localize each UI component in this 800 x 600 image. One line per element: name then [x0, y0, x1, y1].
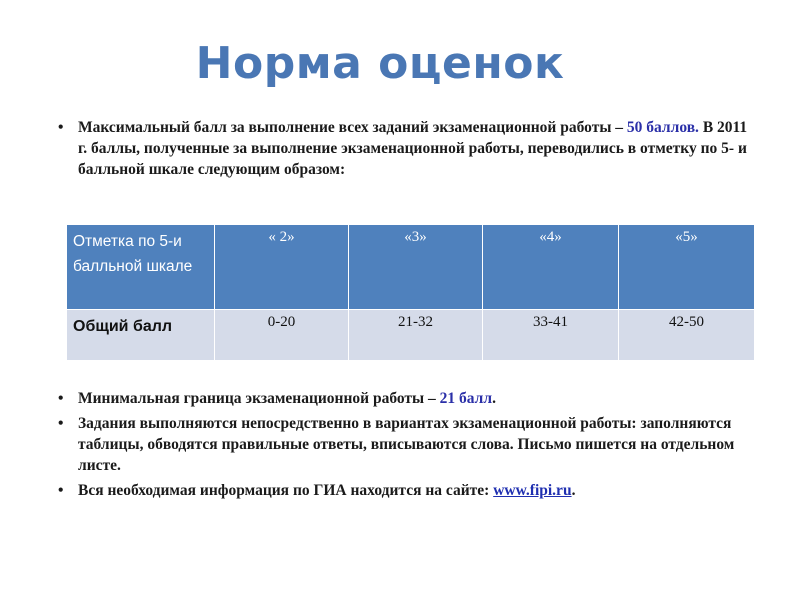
- header-label-cell: Отметка по 5-и балльной шкале: [67, 225, 215, 310]
- table-row: [67, 310, 755, 361]
- intro-text-before: Максимальный балл за выполнение всех заданий экзаменационной работы –: [78, 119, 627, 136]
- tasks-text: Задания выполняются непосредственно в вариантах экзаменационной работы: заполняются таблицы, обводятся правильные ответы, вписываются слова. Письмо пишется на отдельном листе.: [78, 415, 735, 474]
- bullet-icon: •: [58, 415, 64, 432]
- min-text-before: Минимальная граница экзаменационной работы –: [78, 390, 440, 407]
- range-4-cell: 33-41: [483, 310, 619, 361]
- intro-list: [58, 117, 758, 180]
- range-5-cell: 42-50: [619, 310, 755, 361]
- bullet-icon: •: [58, 482, 64, 499]
- site-text-after: .: [571, 482, 576, 499]
- slide-title: Норма оценок: [195, 38, 565, 89]
- table-header-row: [67, 225, 755, 310]
- site-text-before: Вся необходимая информация по ГИА находится на сайте:: [78, 482, 494, 499]
- grade-4-cell: «4»: [483, 225, 619, 310]
- row-label-cell: Общий балл: [67, 310, 215, 361]
- intro-bullet: [58, 117, 758, 180]
- list-item: [58, 413, 758, 476]
- bullet-icon: •: [58, 119, 64, 136]
- bullet-icon: •: [58, 390, 64, 407]
- list-item: [58, 388, 758, 409]
- fipi-link[interactable]: www.fipi.ru: [493, 482, 572, 499]
- grade-3-cell: «3»: [349, 225, 483, 310]
- intro-max-score: 50 баллов.: [626, 119, 699, 136]
- grade-2-cell: « 2»: [215, 225, 349, 310]
- min-score: 21 балл: [439, 390, 493, 407]
- score-table: [66, 224, 755, 361]
- notes-list: [58, 388, 758, 505]
- min-text-after: .: [492, 390, 496, 407]
- range-3-cell: 21-32: [349, 310, 483, 361]
- list-item: [58, 480, 758, 501]
- grade-5-cell: «5»: [619, 225, 755, 310]
- intro-text-after: В 2011 г. баллы, полученные за выполнение экзаменационной работы, переводились в отметку по 5- и балльной шкале следующим образом:: [78, 119, 748, 178]
- range-2-cell: 0-20: [215, 310, 349, 361]
